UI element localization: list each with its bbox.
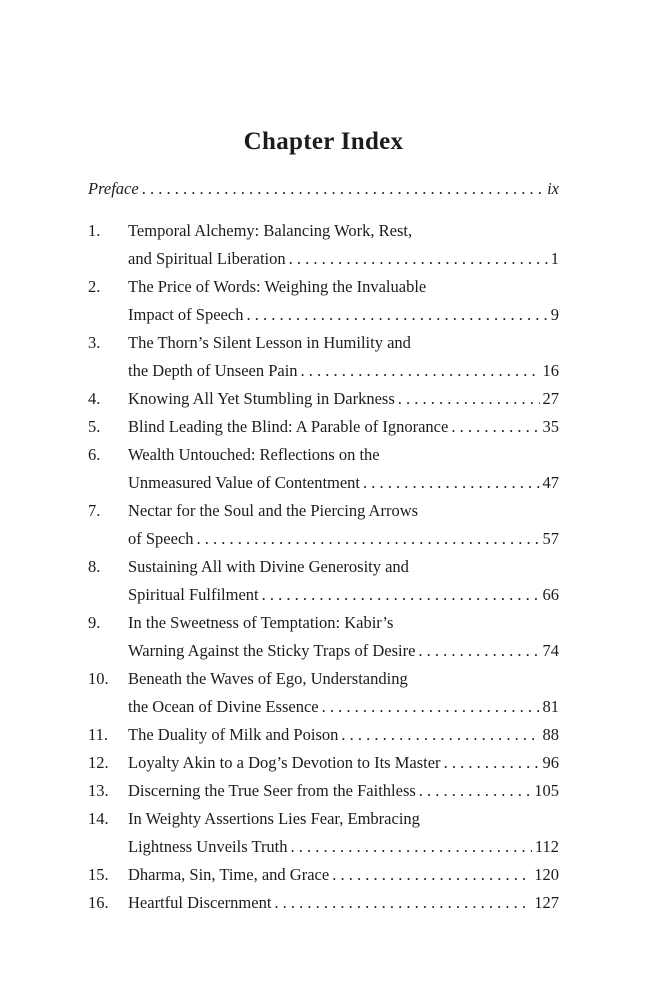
- chapter-title-text: Heartful Discernment: [128, 893, 272, 912]
- chapter-number: 10.: [88, 669, 109, 688]
- chapter-page-number: 88: [542, 725, 559, 744]
- chapter-number: 11.: [88, 725, 109, 744]
- dot-leader: [332, 861, 531, 889]
- chapter-line: [88, 665, 559, 693]
- page-title: Chapter Index: [243, 128, 404, 155]
- chapter-title-text: the Ocean of Divine Essence: [128, 697, 319, 716]
- chapter-title-text: Nectar for the Soul and the Piercing Arrows: [128, 501, 419, 520]
- chapter-title-text: Warning Against the Sticky Traps of Desire: [128, 641, 416, 660]
- chapter-number: 4.: [88, 389, 101, 408]
- preface-line: [88, 175, 559, 203]
- chapter-title-text: the Depth of Unseen Pain: [128, 361, 298, 380]
- chapter-line: [88, 217, 559, 245]
- chapter-entry: [88, 805, 559, 861]
- chapter-page-number: 112: [534, 837, 559, 856]
- chapter-entry: [88, 385, 559, 413]
- dot-leader: [142, 175, 544, 203]
- preface-label: Preface: [88, 179, 139, 198]
- preface-page-number: ix: [547, 179, 559, 198]
- chapter-entry: [88, 861, 559, 889]
- chapter-line: [88, 777, 559, 805]
- dot-leader: [341, 721, 539, 749]
- chapter-page-number: 105: [534, 781, 559, 800]
- dot-leader: [301, 357, 540, 385]
- chapter-line: [88, 581, 559, 609]
- chapter-number: 13.: [88, 781, 109, 800]
- chapter-number: 8.: [88, 557, 101, 576]
- chapter-entry: [88, 553, 559, 609]
- chapter-entry: [88, 329, 559, 385]
- chapter-title-text: Dharma, Sin, Time, and Grace: [128, 865, 330, 884]
- chapter-line: [88, 609, 559, 637]
- chapter-page-number: 27: [542, 389, 559, 408]
- chapter-title-text: of Speech: [128, 529, 194, 548]
- chapter-title-text: and Spiritual Liberation: [128, 249, 286, 268]
- chapter-page-number: 35: [542, 417, 559, 436]
- chapter-title-text: Knowing All Yet Stumbling in Darkness: [128, 389, 395, 408]
- chapter-line: [88, 441, 559, 469]
- chapter-line: [88, 469, 559, 497]
- chapter-entry: [88, 665, 559, 721]
- chapter-title-text: Beneath the Waves of Ego, Understanding: [128, 669, 408, 688]
- chapter-line: [88, 805, 559, 833]
- chapter-entry: [88, 217, 559, 273]
- dot-leader: [291, 833, 532, 861]
- chapter-entry: [88, 609, 559, 665]
- chapter-entry: [88, 413, 559, 441]
- chapter-page-number: 74: [542, 641, 559, 660]
- chapter-number: 5.: [88, 417, 101, 436]
- dot-leader: [246, 301, 547, 329]
- dot-leader: [197, 525, 540, 553]
- chapter-line: [88, 413, 559, 441]
- preface-entry: [88, 175, 559, 203]
- dot-leader: [289, 245, 548, 273]
- chapter-number: 1.: [88, 221, 101, 240]
- chapter-page-number: 120: [534, 865, 559, 884]
- chapter-page-number: 81: [542, 697, 559, 716]
- chapter-number: 14.: [88, 809, 109, 828]
- chapter-title-text: Loyalty Akin to a Dog’s Devotion to Its Master: [128, 753, 441, 772]
- dot-leader: [322, 693, 540, 721]
- chapter-title-text: The Duality of Milk and Poison: [128, 725, 339, 744]
- chapter-list: [88, 217, 559, 917]
- dot-leader: [451, 413, 539, 441]
- chapter-entry: [88, 441, 559, 497]
- chapter-title-text: In Weighty Assertions Lies Fear, Embracing: [128, 809, 420, 828]
- chapter-page-number: 1: [550, 249, 559, 268]
- chapter-title-text: The Thorn’s Silent Lesson in Humility and: [128, 333, 411, 352]
- chapter-line: [88, 357, 559, 385]
- chapter-number: 3.: [88, 333, 101, 352]
- chapter-number: 15.: [88, 865, 109, 884]
- table-of-contents: [88, 175, 559, 917]
- chapter-title-text: The Price of Words: Weighing the Invaluable: [128, 277, 427, 296]
- chapter-entry: [88, 749, 559, 777]
- chapter-line: [88, 693, 559, 721]
- chapter-title-text: Temporal Alchemy: Balancing Work, Rest,: [128, 221, 413, 240]
- dot-leader: [418, 637, 539, 665]
- dot-leader: [444, 749, 540, 777]
- dot-leader: [274, 889, 531, 917]
- chapter-title-text: Unmeasured Value of Contentment: [128, 473, 361, 492]
- chapter-page-number: 9: [550, 305, 559, 324]
- chapter-line: [88, 329, 559, 357]
- chapter-line: [88, 861, 559, 889]
- chapter-line: [88, 889, 559, 917]
- chapter-title-text: Wealth Untouched: Reflections on the: [128, 445, 380, 464]
- chapter-title-text: Impact of Speech: [128, 305, 244, 324]
- dot-leader: [262, 581, 540, 609]
- chapter-line: [88, 301, 559, 329]
- chapter-number: 2.: [88, 277, 101, 296]
- chapter-page-number: 66: [542, 585, 559, 604]
- chapter-line: [88, 833, 559, 861]
- chapter-number: 7.: [88, 501, 101, 520]
- chapter-title-text: Sustaining All with Divine Generosity and: [128, 557, 409, 576]
- chapter-title-text: Spiritual Fulfilment: [128, 585, 259, 604]
- chapter-number: 6.: [88, 445, 101, 464]
- chapter-line: [88, 721, 559, 749]
- chapter-title-text: In the Sweetness of Temptation: Kabir’s: [128, 613, 394, 632]
- chapter-page-number: 127: [534, 893, 559, 912]
- chapter-line: [88, 497, 559, 525]
- dot-leader: [419, 777, 531, 805]
- chapter-line: [88, 385, 559, 413]
- chapter-number: 9.: [88, 613, 101, 632]
- chapter-entry: [88, 777, 559, 805]
- chapter-line: [88, 637, 559, 665]
- chapter-entry: [88, 273, 559, 329]
- chapter-title-text: Discerning the True Seer from the Faithless: [128, 781, 416, 800]
- chapter-page-number: 57: [542, 529, 559, 548]
- chapter-line: [88, 749, 559, 777]
- chapter-entry: [88, 721, 559, 749]
- dot-leader: [363, 469, 539, 497]
- chapter-page-number: 47: [542, 473, 559, 492]
- chapter-entry: [88, 497, 559, 553]
- chapter-title-text: Blind Leading the Blind: A Parable of Ignorance: [128, 417, 449, 436]
- chapter-page-number: 16: [542, 361, 559, 380]
- dot-leader: [398, 385, 540, 413]
- chapter-line: [88, 273, 559, 301]
- chapter-line: [88, 525, 559, 553]
- chapter-number: 12.: [88, 753, 109, 772]
- chapter-entry: [88, 889, 559, 917]
- chapter-title-text: Lightness Unveils Truth: [128, 837, 288, 856]
- chapter-line: [88, 553, 559, 581]
- chapter-page-number: 96: [542, 753, 559, 772]
- chapter-line: [88, 245, 559, 273]
- chapter-number: 16.: [88, 893, 109, 912]
